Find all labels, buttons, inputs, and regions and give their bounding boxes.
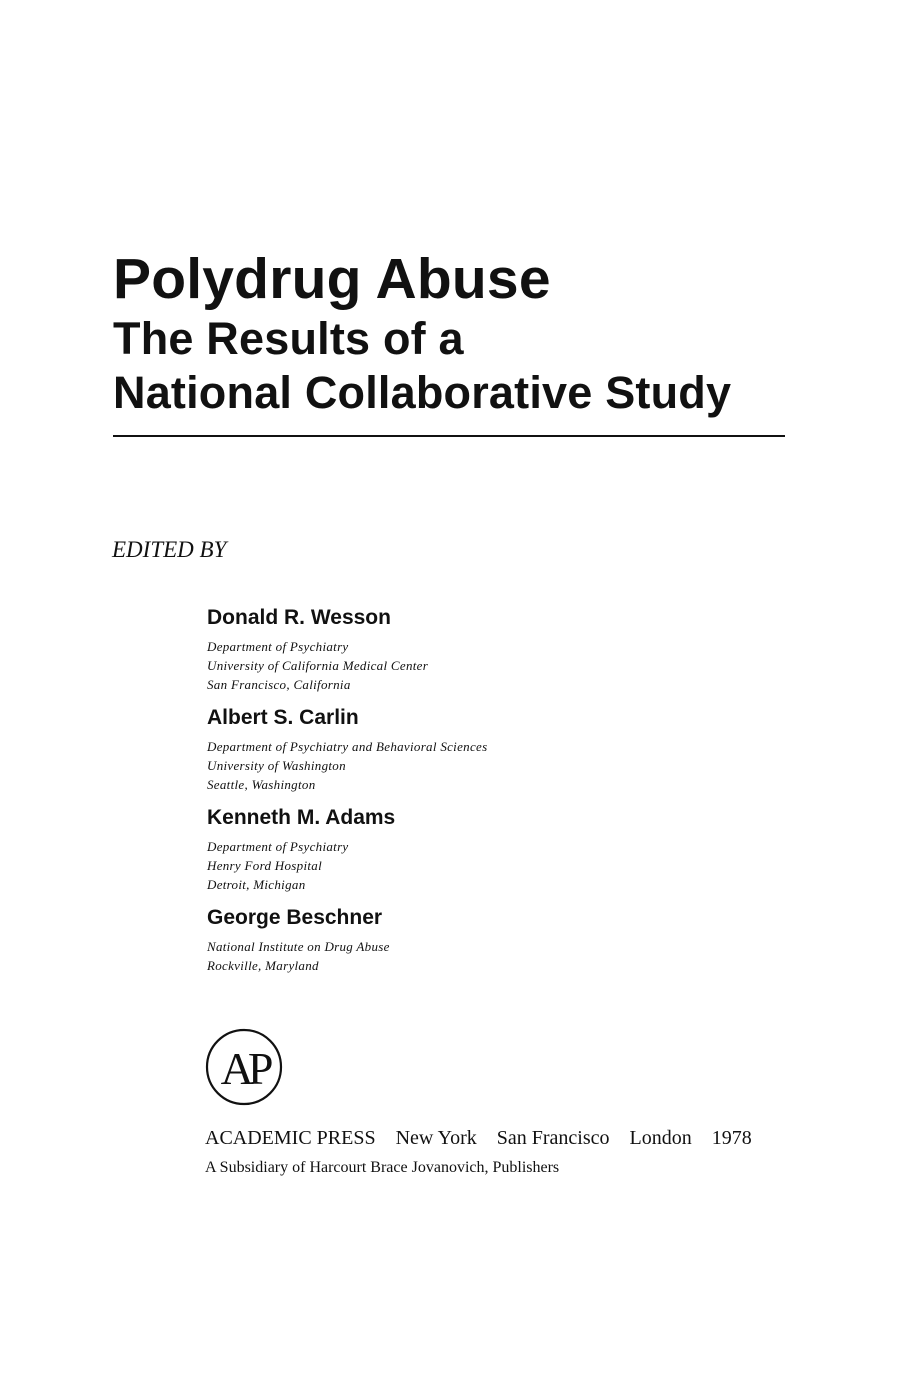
publisher-line	[205, 1125, 805, 1152]
title-underline	[113, 435, 785, 437]
editor-name: Albert S. Carlin	[207, 706, 359, 729]
editor-institution: University of California Medical Center	[207, 658, 429, 673]
logo-text: AP	[220, 1043, 268, 1094]
publisher-city: London	[629, 1127, 692, 1149]
editor-entry	[207, 804, 807, 894]
publisher-city: San Francisco	[496, 1127, 610, 1149]
editor-name: Donald R. Wesson	[207, 606, 391, 629]
editor-location: Rockville, Maryland	[207, 958, 319, 973]
publisher-name: ACADEMIC PRESS	[205, 1127, 376, 1149]
editor-department: Department of Psychiatry and Behavioral Sciences	[207, 739, 488, 754]
editor-department: Department of Psychiatry	[207, 839, 349, 854]
editor-location: San Francisco, California	[207, 677, 351, 692]
subtitle-line-2: National Collaborative Study	[113, 367, 732, 418]
academic-press-logo-icon	[204, 1027, 284, 1107]
editor-department: Department of Psychiatry	[207, 639, 349, 654]
editors-list	[207, 604, 807, 985]
editor-institution: University of Washington	[207, 758, 346, 773]
editor-location: Seattle, Washington	[207, 777, 316, 792]
editor-entry	[207, 704, 807, 794]
publisher-subsidiary: A Subsidiary of Harcourt Brace Jovanovich, Publishers	[205, 1159, 560, 1176]
editor-institution: Henry Ford Hospital	[207, 858, 322, 873]
publisher-imprint	[205, 1125, 805, 1180]
editor-institution: National Institute on Drug Abuse	[207, 939, 390, 954]
editor-name: George Beschner	[207, 906, 383, 929]
editor-location: Detroit, Michigan	[207, 877, 306, 892]
editor-entry	[207, 904, 807, 975]
book-title	[113, 246, 785, 420]
edited-by-label: EDITED BY	[112, 537, 227, 562]
publication-year: 1978	[711, 1127, 752, 1149]
editor-entry	[207, 604, 807, 694]
editor-name: Kenneth M. Adams	[207, 806, 396, 829]
title-main: Polydrug Abuse	[113, 247, 551, 311]
publisher-city: New York	[395, 1127, 477, 1149]
subtitle-line-1: The Results of a	[113, 313, 464, 364]
